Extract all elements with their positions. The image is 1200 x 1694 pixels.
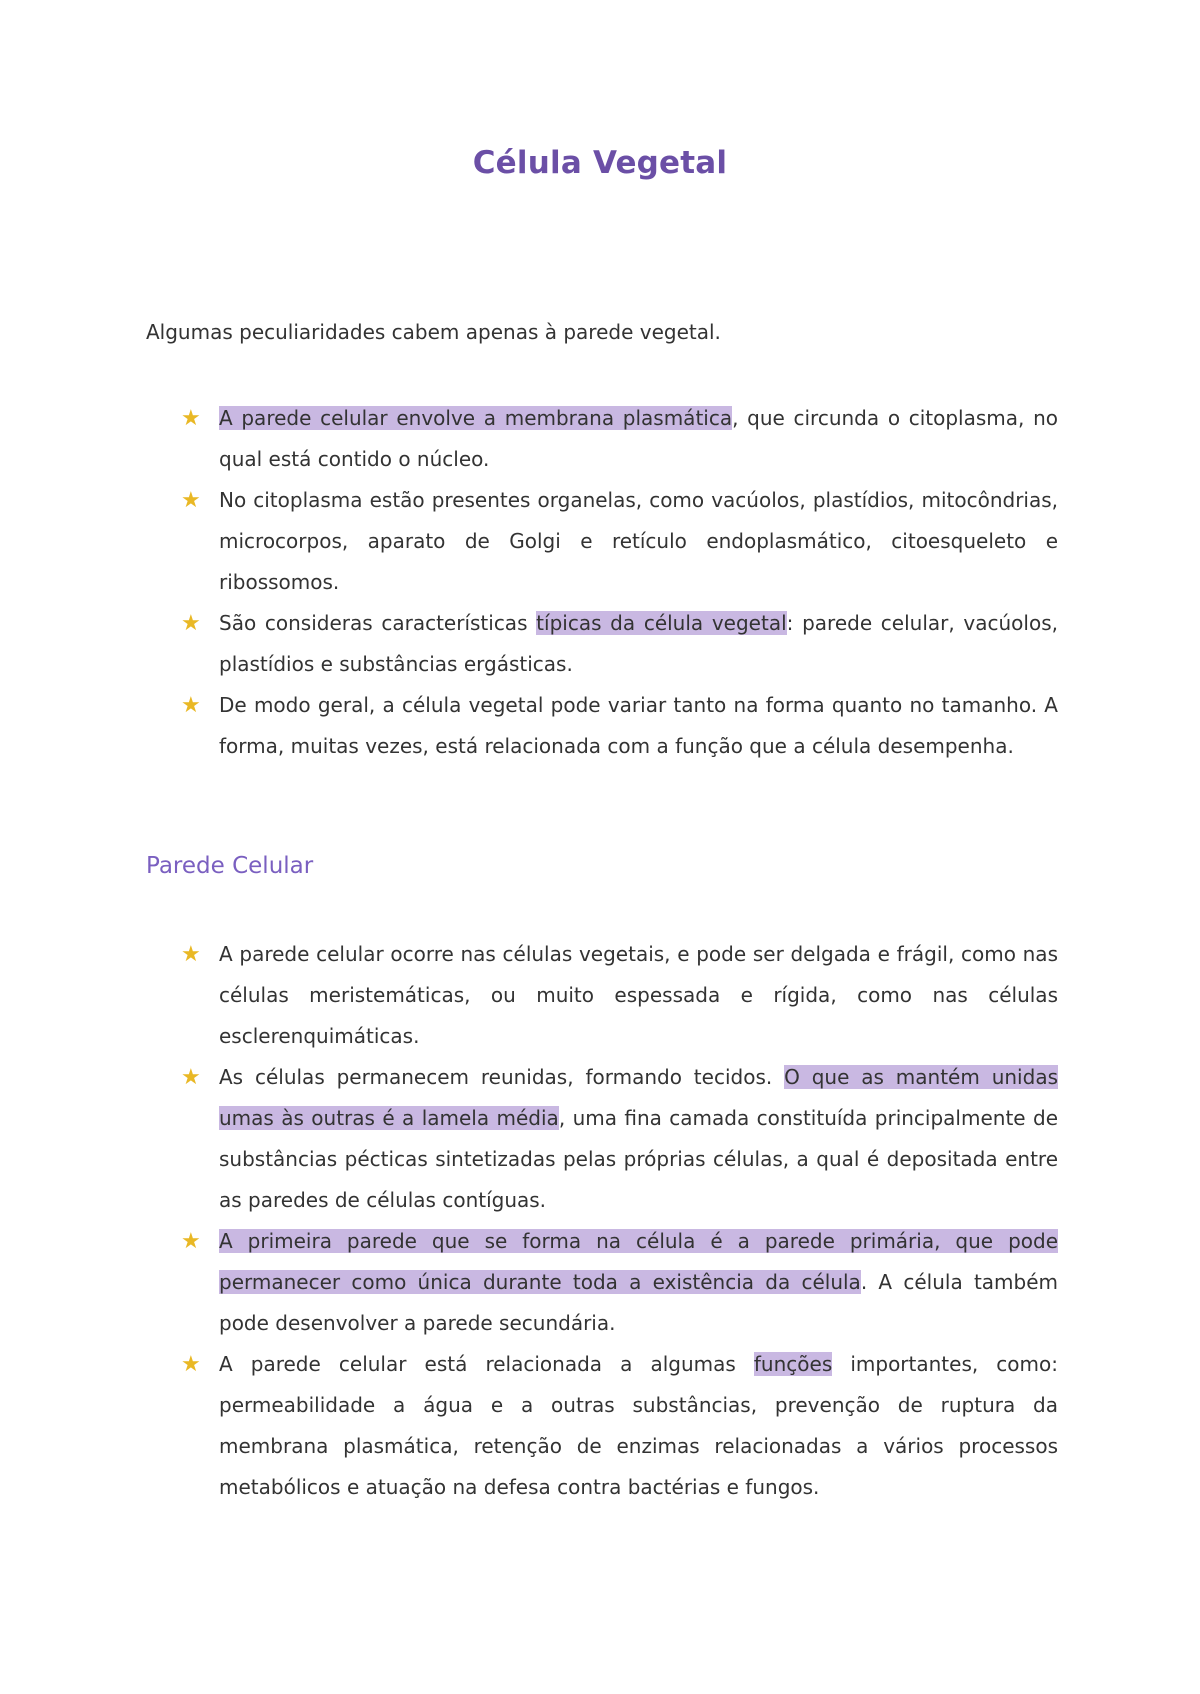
item-text: A parede celular ocorre nas células vegetais, e pode ser delgada e frágil, como nas células meristemáticas, ou muito espessada e rígida, como nas células esclerenquimáticas.	[219, 942, 1058, 1048]
highlighted-text: A primeira parede que se forma na célula é a parede primária, que pode permanecer como única durante toda a existência da célula	[219, 1229, 1058, 1294]
item-text: importantes, como: permeabilidade a água e a outras substâncias, prevenção de ruptura da membrana plasmática, retenção de enzimas relacionadas a vários processos metabólicos e atuação na defesa contra bactérias e fungos.	[219, 1352, 1058, 1499]
list-item	[146, 398, 1058, 480]
highlighted-text: funções	[753, 1352, 833, 1376]
item-text: São consideras características	[219, 611, 537, 635]
item-text: , uma fina camada constituída principalmente de substâncias pécticas sintetizadas pelas próprias células, a qual é depositada entre as paredes de células contíguas.	[219, 1106, 1058, 1212]
star-icon: ★	[181, 693, 201, 718]
document-title: Célula Vegetal	[472, 145, 728, 181]
list-item	[146, 1344, 1058, 1508]
item-text: As células permanecem reunidas, formando tecidos.	[219, 1065, 785, 1089]
list-item	[146, 685, 1058, 767]
section-heading: Parede Celular	[146, 853, 314, 879]
bullet-list-parede-celular	[146, 934, 1058, 1508]
star-icon: ★	[181, 942, 201, 967]
star-icon: ★	[181, 488, 201, 513]
item-text: : parede celular, vacúolos, plastídios e substâncias ergásticas.	[219, 611, 1058, 676]
star-icon: ★	[181, 1065, 201, 1090]
highlighted-text: O que as mantém unidas umas às outras é a lamela média	[219, 1065, 1058, 1130]
star-icon: ★	[181, 406, 201, 431]
star-icon: ★	[181, 611, 201, 636]
item-text: De modo geral, a célula vegetal pode variar tanto na forma quanto no tamanho. A forma, muitas vezes, está relacionada com a função que a célula desempenha.	[219, 693, 1058, 758]
list-item	[146, 603, 1058, 685]
item-text: A parede celular está relacionada a algumas	[219, 1352, 754, 1376]
highlighted-text: típicas da célula vegetal	[536, 611, 787, 635]
list-item	[146, 1057, 1058, 1221]
star-icon: ★	[181, 1229, 201, 1254]
star-icon: ★	[181, 1352, 201, 1377]
highlighted-text: A parede celular envolve a membrana plasmática	[219, 406, 733, 430]
item-text: No citoplasma estão presentes organelas, como vacúolos, plastídios, mitocôndrias, microcorpos, aparato de Golgi e retículo endoplasmático, citoesqueleto e ribossomos.	[219, 488, 1058, 594]
intro-paragraph: Algumas peculiaridades cabem apenas à parede vegetal.	[146, 320, 721, 344]
list-item	[146, 934, 1058, 1057]
item-text: . A célula também pode desenvolver a parede secundária.	[219, 1270, 1059, 1335]
list-item	[146, 480, 1058, 603]
bullet-list-intro	[146, 398, 1058, 767]
list-item	[146, 1221, 1058, 1344]
item-text: , que circunda o citoplasma, no qual está contido o núcleo.	[219, 406, 1058, 471]
